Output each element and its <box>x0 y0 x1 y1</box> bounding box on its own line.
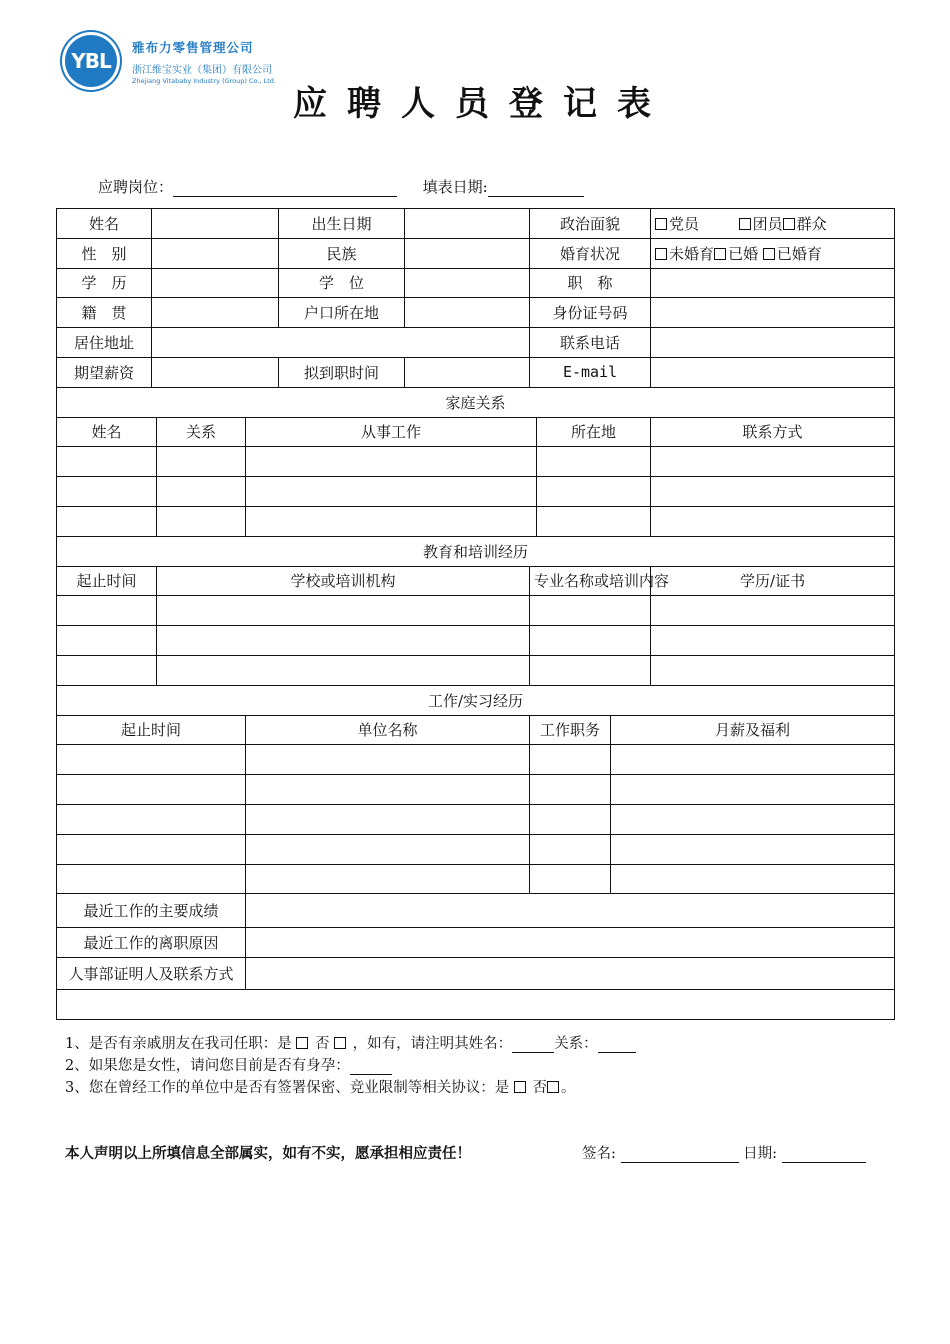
family-section-row <box>57 387 895 417</box>
marital-option-single: 未婚育 <box>669 244 715 263</box>
start-date-label: 拟到职时间 <box>279 357 405 387</box>
marital-label: 婚育状况 <box>530 238 651 268</box>
q3-yes-checkbox[interactable] <box>514 1081 526 1093</box>
political-checkbox-party[interactable] <box>655 218 667 230</box>
job-title-input[interactable] <box>651 268 895 298</box>
email-input[interactable] <box>651 357 895 387</box>
email-label: E-mail <box>530 357 651 387</box>
registration-form <box>56 208 895 1163</box>
education-header-row <box>57 566 895 596</box>
work-cell[interactable] <box>530 745 611 775</box>
family-cell[interactable] <box>157 447 246 477</box>
work-cell[interactable] <box>611 834 895 864</box>
declaration-text: 本人声明以上所填信息全部属实，如有不实，愿承担相应责任！ <box>65 1145 471 1163</box>
page-title: 应聘人员登记表 <box>293 84 671 124</box>
hr-reference-row <box>57 958 895 990</box>
work-row <box>57 804 895 834</box>
family-row <box>57 447 895 477</box>
group-name-en: Zhejiang Vitababy Industry (Group) Co., Ltd. <box>132 77 276 85</box>
work-header-period: 起止时间 <box>57 715 246 745</box>
birth-input[interactable] <box>405 209 530 239</box>
family-cell[interactable] <box>651 477 895 507</box>
salary-input[interactable] <box>152 357 279 387</box>
family-cell[interactable] <box>246 447 537 477</box>
q1-yes-checkbox[interactable] <box>296 1037 308 1049</box>
hr-reference-label: 人事部证明人及联系方式 <box>57 958 246 990</box>
native-place-label: 籍 贯 <box>57 298 152 328</box>
name-input[interactable] <box>152 209 279 239</box>
work-cell[interactable] <box>530 804 611 834</box>
basic-row-4 <box>57 298 895 328</box>
achievements-row <box>57 894 895 928</box>
leave-reason-input[interactable] <box>246 928 895 958</box>
q3-no-checkbox[interactable] <box>547 1081 559 1093</box>
work-cell[interactable] <box>530 775 611 805</box>
marital-option-married: 已婚 <box>728 244 759 263</box>
work-cell[interactable] <box>611 745 895 775</box>
marital-checkbox-married-children[interactable] <box>763 248 775 260</box>
ethnic-label: 民族 <box>279 238 405 268</box>
achievements-label: 最近工作的主要成绩 <box>57 894 246 928</box>
edu-cell[interactable] <box>651 655 895 685</box>
basic-row-5 <box>57 328 895 358</box>
address-input[interactable] <box>152 328 530 358</box>
education-row <box>57 626 895 656</box>
marital-checkbox-single[interactable] <box>655 248 667 260</box>
achievements-input[interactable] <box>246 894 895 928</box>
work-cell[interactable] <box>57 804 246 834</box>
id-number-label: 身份证号码 <box>530 298 651 328</box>
family-cell[interactable] <box>57 447 157 477</box>
family-cell[interactable] <box>537 506 651 536</box>
form-header <box>98 176 584 197</box>
education-label: 学 历 <box>57 268 152 298</box>
work-header-row <box>57 715 895 745</box>
political-checkbox-masses[interactable] <box>783 218 795 230</box>
basic-row-6 <box>57 357 895 387</box>
leave-reason-row <box>57 928 895 958</box>
family-cell[interactable] <box>57 506 157 536</box>
work-cell[interactable] <box>246 745 530 775</box>
ethnic-input[interactable] <box>405 238 530 268</box>
questions-row <box>57 990 895 1020</box>
work-row <box>57 745 895 775</box>
work-header-salary: 月薪及福利 <box>611 715 895 745</box>
family-cell[interactable] <box>537 447 651 477</box>
work-cell[interactable] <box>57 775 246 805</box>
q2-field[interactable] <box>350 1060 392 1075</box>
edu-header-period: 起止时间 <box>57 566 157 596</box>
basic-row-2 <box>57 238 895 268</box>
family-cell[interactable] <box>651 447 895 477</box>
gender-label: 性 别 <box>57 238 152 268</box>
basic-row-3 <box>57 268 895 298</box>
edu-cell[interactable] <box>651 626 895 656</box>
edu-header-school: 学校或培训机构 <box>157 566 530 596</box>
work-cell[interactable] <box>57 745 246 775</box>
family-cell[interactable] <box>246 477 537 507</box>
work-cell[interactable] <box>57 834 246 864</box>
edu-cell[interactable] <box>530 596 651 626</box>
work-cell[interactable] <box>611 775 895 805</box>
basic-row-1 <box>57 209 895 239</box>
marital-option-married-children: 已婚育 <box>776 244 822 263</box>
family-cell[interactable] <box>246 506 537 536</box>
q1-no-checkbox[interactable] <box>334 1037 346 1049</box>
work-row <box>57 775 895 805</box>
work-row <box>57 864 895 894</box>
hr-reference-input[interactable] <box>246 958 895 990</box>
family-header-location: 所在地 <box>537 417 651 447</box>
political-label: 政治面貌 <box>530 209 651 239</box>
work-header-position: 工作职务 <box>530 715 611 745</box>
fill-date-label: 填表日期: <box>422 178 488 196</box>
company-name-cn: 雅布力零售管理公司 <box>132 40 254 55</box>
question-2: 2、如果您是女性，请问您目前是否有身孕： <box>65 1054 392 1075</box>
hukou-label: 户口所在地 <box>279 298 405 328</box>
political-option-party: 党员 <box>669 214 700 233</box>
work-cell[interactable] <box>246 834 530 864</box>
salary-label: 期望薪资 <box>57 357 152 387</box>
question-1: 1、是否有亲戚朋友在我司任职：是 否 ，如有，请注明其姓名： 关系： <box>65 1032 636 1053</box>
fill-date-field[interactable] <box>488 180 584 197</box>
political-checkbox-league[interactable] <box>739 218 751 230</box>
native-place-input[interactable] <box>152 298 279 328</box>
q1-relation-field[interactable] <box>598 1038 636 1053</box>
family-header-occupation: 从事工作 <box>246 417 537 447</box>
work-cell[interactable] <box>611 804 895 834</box>
work-cell[interactable] <box>246 804 530 834</box>
family-header-relation: 关系 <box>157 417 246 447</box>
edu-cell[interactable] <box>157 655 530 685</box>
education-section-row <box>57 536 895 566</box>
position-field[interactable] <box>173 180 397 197</box>
political-option-league: 团员 <box>752 214 783 233</box>
sign-date-label: 日期: <box>743 1146 777 1163</box>
political-options <box>651 209 895 239</box>
work-cell[interactable] <box>530 834 611 864</box>
marital-checkbox-married[interactable] <box>714 248 726 260</box>
signature-label: 签名: <box>582 1146 616 1163</box>
family-row <box>57 477 895 507</box>
address-label: 居住地址 <box>57 328 152 358</box>
family-cell[interactable] <box>537 477 651 507</box>
family-header-name: 姓名 <box>57 417 157 447</box>
leave-reason-label: 最近工作的离职原因 <box>57 928 246 958</box>
edu-cell[interactable] <box>57 655 157 685</box>
work-cell[interactable] <box>246 775 530 805</box>
questions-block <box>57 990 895 1163</box>
education-section-title: 教育和培训经历 <box>57 536 895 566</box>
phone-label: 联系电话 <box>530 328 651 358</box>
work-cell[interactable] <box>57 864 246 894</box>
degree-input[interactable] <box>405 268 530 298</box>
phone-input[interactable] <box>651 328 895 358</box>
family-section-title: 家庭关系 <box>57 387 895 417</box>
edu-header-major: 专业名称或培训内容 <box>530 566 651 596</box>
position-label: 应聘岗位： <box>98 178 174 196</box>
edu-cell[interactable] <box>651 596 895 626</box>
edu-cell[interactable] <box>57 626 157 656</box>
hukou-input[interactable] <box>405 298 530 328</box>
start-date-input[interactable] <box>405 357 530 387</box>
id-number-input[interactable] <box>651 298 895 328</box>
degree-label: 学 位 <box>279 268 405 298</box>
family-header-contact: 联系方式 <box>651 417 895 447</box>
edu-cell[interactable] <box>157 596 530 626</box>
work-section-row <box>57 685 895 715</box>
family-row <box>57 506 895 536</box>
job-title-label: 职 称 <box>530 268 651 298</box>
education-row <box>57 596 895 626</box>
group-name-cn: 浙江维宝实业（集团）有限公司 <box>132 65 272 76</box>
work-section-title: 工作/实习经历 <box>57 685 895 715</box>
gender-input[interactable] <box>152 238 279 268</box>
education-row <box>57 655 895 685</box>
work-header-company: 单位名称 <box>246 715 530 745</box>
edu-header-certificate: 学历/证书 <box>651 566 895 596</box>
signature-field[interactable] <box>621 1148 739 1163</box>
work-cell[interactable] <box>246 864 530 894</box>
family-cell[interactable] <box>651 506 895 536</box>
edu-cell[interactable] <box>157 626 530 656</box>
q1-name-field[interactable] <box>512 1038 554 1053</box>
question-3: 3、您在曾经工作的单位中是否有签署保密、竞业限制等相关协议：是 否 。 <box>65 1080 576 1097</box>
family-cell[interactable] <box>157 506 246 536</box>
signature-area <box>582 1142 866 1163</box>
family-header-row <box>57 417 895 447</box>
marital-options <box>651 238 895 268</box>
education-input[interactable] <box>152 268 279 298</box>
edu-cell[interactable] <box>57 596 157 626</box>
edu-cell[interactable] <box>530 626 651 656</box>
sign-date-field[interactable] <box>782 1148 866 1163</box>
political-option-masses: 群众 <box>796 214 827 233</box>
ybl-logo-mark: YBL <box>62 32 120 90</box>
birth-label: 出生日期 <box>279 209 405 239</box>
work-row <box>57 834 895 864</box>
work-cell[interactable] <box>611 864 895 894</box>
edu-cell[interactable] <box>530 655 651 685</box>
family-cell[interactable] <box>157 477 246 507</box>
name-label: 姓名 <box>57 209 152 239</box>
work-cell[interactable] <box>530 864 611 894</box>
family-cell[interactable] <box>57 477 157 507</box>
